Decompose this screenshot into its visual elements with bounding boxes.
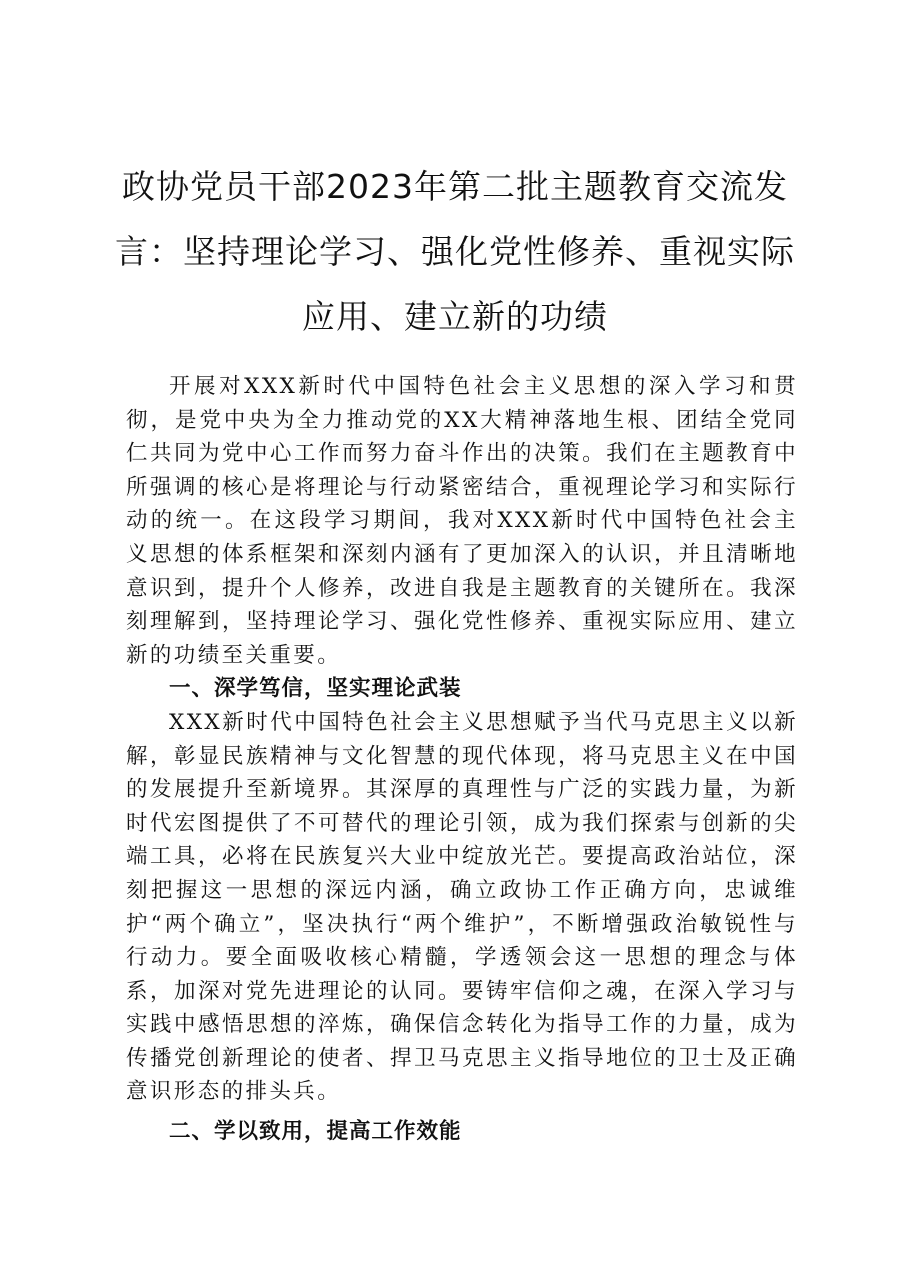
section-heading-1: 一、深学笃信，坚实理论武装: [169, 676, 462, 702]
document-body: [126, 370, 798, 1149]
section-heading-2: 二、学以致用，提高工作效能: [169, 1119, 462, 1145]
intro-paragraph: 开展对XXX新时代中国特色社会主义思想的深入学习和贯彻，是党中央为全力推动党的XX大精神落地生根、团结全党同仁共同为党中心工作而努力奋斗作出的决策。我们在主题教育中所强调的核心是将理论与行动紧密结合，重视理论学习和实际行动的统一。在这段学习期间，我对XXX新时代中国特色社会主义思想的体系框架和深刻内涵有了更加深入的认识，并且清晰地意识到，提升个人修养，改进自我是主题教育的关键所在。我深刻理解到，坚持理论学习、强化党性修养、重视实际应用、建立新的功绩至关重要。: [126, 374, 798, 668]
section-1-paragraph: XXX新时代中国特色社会主义思想赋予当代马克思主义以新解，彰显民族精神与文化智慧的现代体现，将马克思主义在中国的发展提升至新境界。其深厚的真理性与广泛的实践力量，为新时代宏图提供了不可替代的理论引领，成为我们探索与创新的尖端工具，必将在民族复兴大业中绽放光芒。要提高政治站位，深刻把握这一思想的深远内涵，确立政协工作正确方向，忠诚维护“两个确立”，坚决执行“两个维护”，不断增强政治敏锐性与行动力。要全面吸收核心精髓，学透领会这一思想的理念与体系，加深对党先进理论的认同。要铸牢信仰之魂，在深入学习与实践中感悟思想的淬炼，确保信念转化为指导工作的力量，成为传播党创新理论的使者、捍卫马克思主义指导地位的卫士及正确意识形态的排头兵。: [126, 709, 798, 1105]
document-title: 政协党员干部2023年第二批主题教育交流发言：坚持理论学习、强化党性修养、重视实际应用、建立新的功绩: [115, 167, 795, 336]
